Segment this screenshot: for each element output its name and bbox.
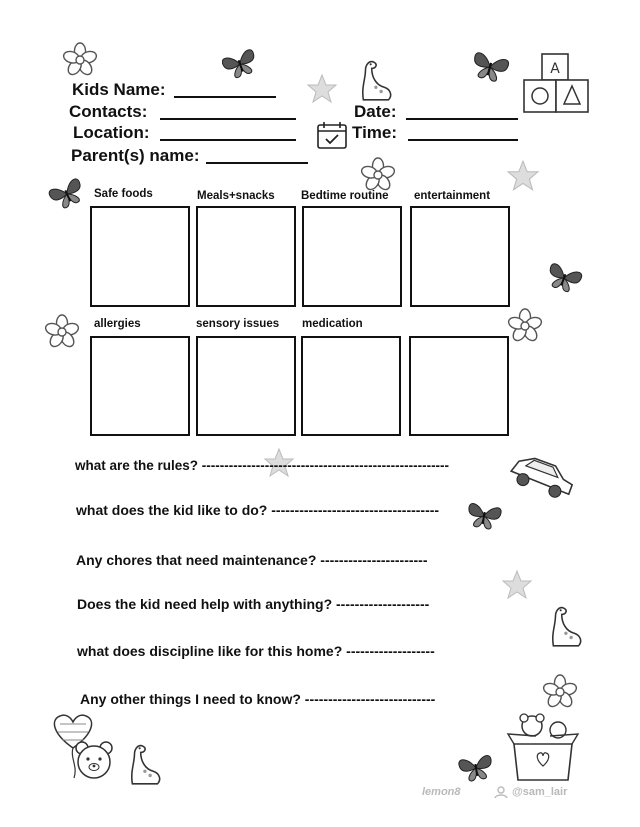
star-icon <box>505 158 541 194</box>
toy-blocks-icon <box>522 52 592 124</box>
safe-foods-label: Safe foods <box>94 188 153 200</box>
calendar-check-icon <box>316 120 348 150</box>
star-icon <box>305 72 339 106</box>
butterfly-icon <box>222 48 258 80</box>
allergies-box[interactable] <box>90 336 190 436</box>
dinosaur-icon <box>547 604 589 650</box>
butterfly-icon <box>48 178 86 210</box>
allergies-label: allergies <box>94 318 141 330</box>
author-handle: @sam_lair <box>512 786 568 798</box>
question-discipline: what does discipline like for this home? ------------------- <box>77 643 435 659</box>
teddy-bear-icon <box>72 738 116 782</box>
flower-icon <box>42 312 82 352</box>
kids-name-line[interactable] <box>174 96 276 98</box>
bedtime-routine-box[interactable] <box>302 206 402 307</box>
date-line[interactable] <box>406 118 518 120</box>
meals-snacks-box[interactable] <box>196 206 296 307</box>
flower-icon <box>505 306 545 346</box>
bedtime-routine-label: Bedtime routine <box>301 190 389 202</box>
dinosaur-icon <box>126 742 168 788</box>
meals-snacks-label: Meals+snacks <box>197 190 275 202</box>
question-other: Any other things I need to know? ---------------------------- <box>80 691 436 707</box>
dinosaur-icon <box>355 58 401 104</box>
toy-car-icon <box>505 450 580 505</box>
flower-icon <box>60 40 100 80</box>
location-label: Location: <box>73 123 150 142</box>
time-label: Time: <box>352 123 398 142</box>
question-chores: Any chores that need maintenance? ----------------------- <box>76 552 428 568</box>
butterfly-icon <box>458 752 494 784</box>
entertainment-box[interactable] <box>410 206 510 307</box>
parents-name-line[interactable] <box>206 162 308 164</box>
butterfly-icon <box>470 50 510 84</box>
safe-foods-box[interactable] <box>90 206 190 307</box>
medication-box[interactable] <box>301 336 401 436</box>
question-likes: what does the kid like to do? ------------------------------------ <box>76 502 440 518</box>
lemon8-watermark: lemon8 <box>422 786 461 798</box>
question-rules: what are the rules? ------------------------------------------------------- <box>75 458 450 473</box>
flower-icon <box>540 672 580 712</box>
svg-text:A: A <box>550 61 560 77</box>
contacts-label: Contacts: <box>69 102 148 121</box>
sensory-issues-label: sensory issues <box>196 318 280 330</box>
butterfly-icon <box>466 500 502 532</box>
entertainment-label: entertainment <box>414 190 491 202</box>
medication-label: medication <box>302 318 363 330</box>
time-line[interactable] <box>408 139 518 141</box>
sensory-issues-box[interactable] <box>196 336 296 436</box>
kids-name-label: Kids Name: <box>72 80 166 99</box>
date-label: Date: <box>354 102 397 121</box>
parents-name-label: Parent(s) name: <box>71 146 200 165</box>
question-help: Does the kid need help with anything? -------------------- <box>77 596 430 612</box>
blank-box[interactable] <box>409 336 509 436</box>
flower-icon <box>358 155 398 195</box>
user-icon <box>494 785 508 799</box>
location-line[interactable] <box>160 139 296 141</box>
toy-box-icon <box>506 710 580 784</box>
contacts-line[interactable] <box>160 118 296 120</box>
butterfly-icon <box>545 262 583 294</box>
star-icon <box>500 568 534 602</box>
